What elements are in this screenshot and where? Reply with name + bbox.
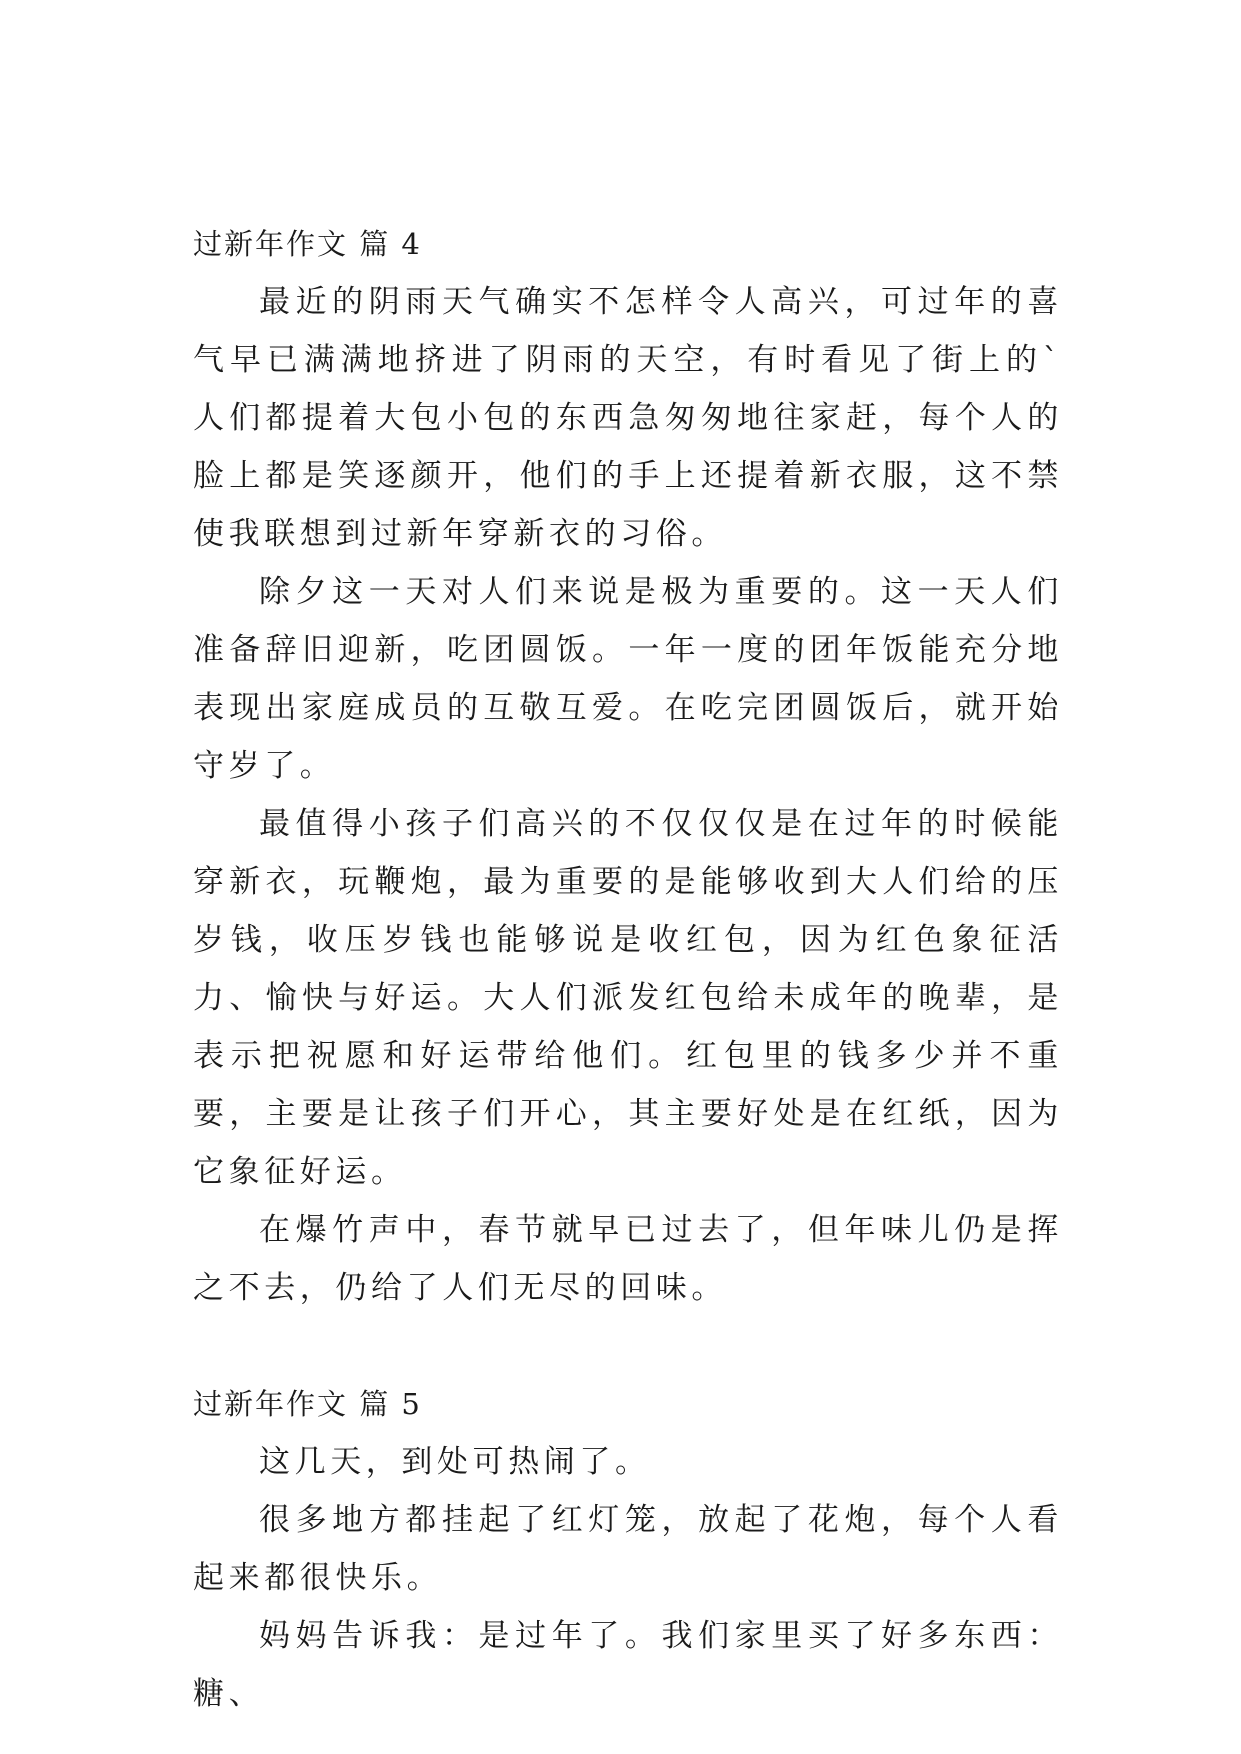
paragraph: 妈妈告诉我：是过年了。我们家里买了好多东西：糖、 [193,1618,1063,1712]
section-spacer [193,1317,1063,1375]
section-heading: 过新年作文 篇 4 [193,227,422,261]
document-page [193,215,1063,1723]
section-heading: 过新年作文 篇 5 [193,1387,422,1421]
paragraph: 这几天，到处可热闹了。 [259,1444,651,1480]
paragraph: 在爆竹声中，春节就早已过去了，但年味儿仍是挥之不去，仍给了人们无尽的回味。 [193,1212,1063,1306]
paragraph: 最近的阴雨天气确实不怎样令人高兴，可过年的喜气早已满满地挤进了阴雨的天空，有时看见了街上的`人们都提着大包小包的东西急匆匆地往家赶，每个人的脸上都是笑逐颜开，他们的手上还提着新衣服，这不禁使我联想到过新年穿新衣的习俗。 [193,284,1063,552]
paragraph: 最值得小孩子们高兴的不仅仅仅是在过年的时候能穿新衣，玩鞭炮，最为重要的是能够收到大人们给的压岁钱，收压岁钱也能够说是收红包，因为红色象征活力、愉快与好运。大人们派发红包给未成年的晚辈，是表示把祝愿和好运带给他们。红包里的钱多少并不重要，主要是让孩子们开心，其主要好处是在红纸，因为它象征好运。 [193,806,1063,1190]
paragraph: 很多地方都挂起了红灯笼，放起了花炮，每个人看起来都很快乐。 [193,1502,1063,1596]
paragraph: 除夕这一天对人们来说是极为重要的。这一天人们准备辞旧迎新，吃团圆饭。一年一度的团年饭能充分地表现出家庭成员的互敬互爱。在吃完团圆饭后，就开始守岁了。 [193,574,1063,784]
